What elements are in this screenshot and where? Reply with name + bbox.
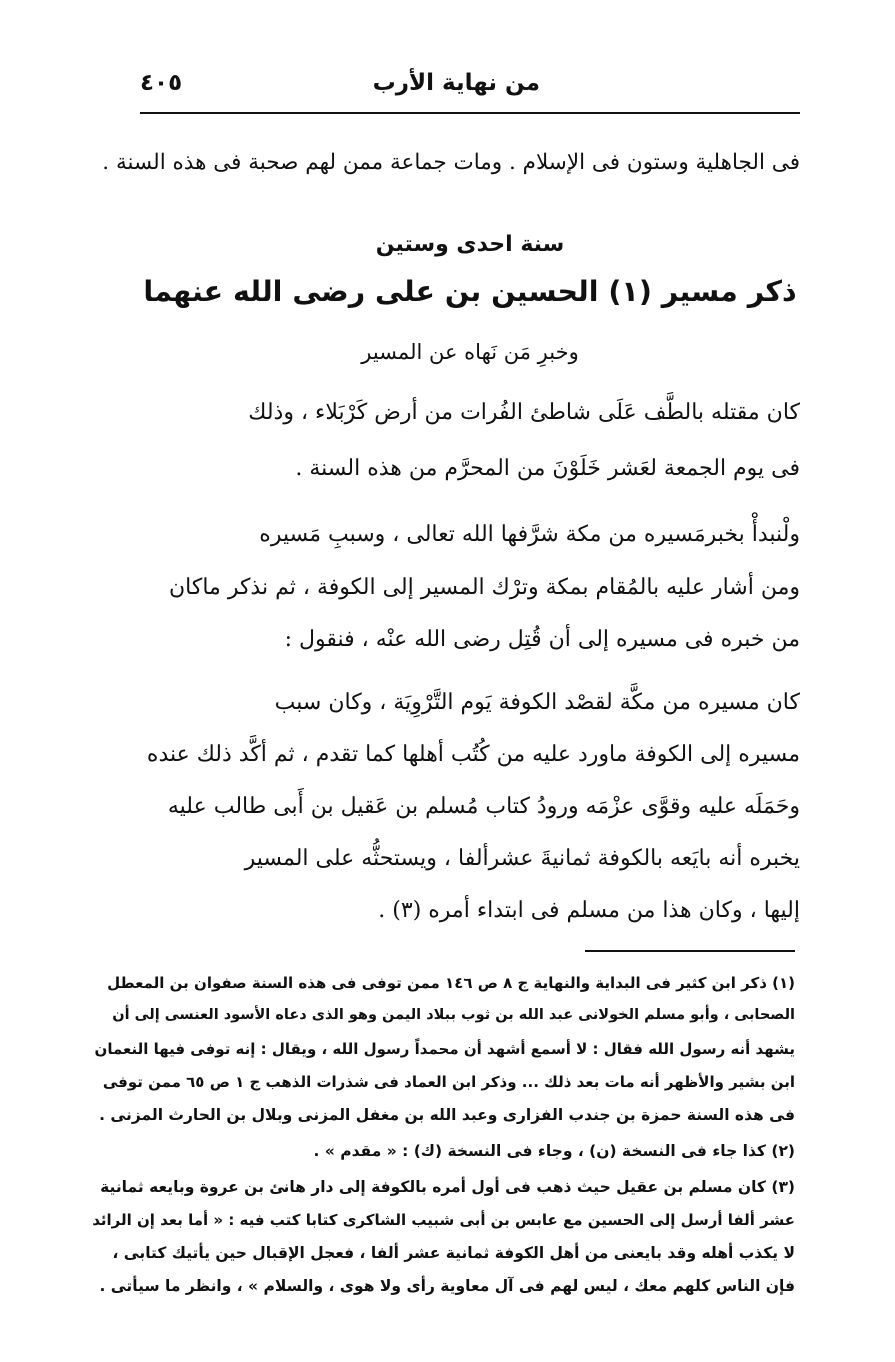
footnote-rule: [585, 950, 795, 952]
footnote-line: عشر ألفا أرسل إلى الحسين مع عابس بن أبى شبيب الشاكرى كتابا كتب فيه : « أما بعد إن الرائد: [92, 1211, 795, 1229]
paragraph-line: فى يوم الجمعة لعَشر خَلَوْنَ من المحرَّم من هذه السنة .: [295, 456, 800, 481]
footnote-line: فإن الناس كلهم معك ، ليس لهم فى آل معاوية رأى ولا هوى ، والسلام » ، وانظر ما سيأتى .: [99, 1277, 795, 1295]
running-title: من نهاية الأرب: [372, 70, 540, 96]
section-subtitle: وخبرِ مَن نَهاه عن المسير: [361, 340, 579, 364]
page-header: [140, 64, 800, 104]
page-number: ٤٠٥: [140, 70, 183, 96]
footnote-line: لا يكذب أهله وقد بايعنى من أهل الكوفة ثمانية عشر ألفا ، فعجل الإقبال حين يأتيك كتابى ،: [112, 1244, 795, 1262]
paragraph-line: كان مقتله بالطَّف عَلَى شاطئ الفُرات من أرض كَرْبَلاء ، وذلك: [248, 400, 800, 425]
paragraph-line: كان مسيره من مكَّة لقصْد الكوفة يَوم التَّرْوِيَة ، وكان سبب: [274, 690, 800, 715]
paragraph-line: وحَمَلَه عليه وقوَّى عزْمَه ورودُ كتاب مُسلم بن عَقيل بن أَبى طالب عليه: [167, 794, 800, 819]
paragraph-line: ولْنبدأْ بخبرمَسيره من مكة شرَّفها الله تعالى ، وسببِ مَسيره: [259, 522, 800, 547]
header-rule: [140, 112, 800, 114]
year-heading: سنة احدى وستين: [375, 232, 565, 257]
footnote-line: يشهد أنه رسول الله فقال : لا أسمع أشهد أن محمداً رسول الله ، ويقال : إنه توفى فيها النعمان: [94, 1040, 795, 1058]
paragraph-line: من خبره فى مسيره إلى أن قُتِل رضى الله عنْه ، فنقول :: [284, 627, 800, 652]
footnote-line: (٢) كذا جاء فى النسخة (ن) ، وجاء فى النسخة (ك) : « مقدم » .: [313, 1142, 795, 1160]
footnote-line: (١) ذكر ابن كثير فى البداية والنهاية ج ٨ ص ١٤٦ ممن توفى فى هذه السنة صفوان بن المعطل: [107, 974, 795, 992]
footnote-line: (٣) كان مسلم بن عقيل حيث ذهب فى أول أمره بالكوفة إلى دار هانئ بن عروة وبايعه ثمانية: [100, 1178, 795, 1196]
section-title: ذكر مسير (١) الحسين بن على رضى الله عنهما: [143, 275, 797, 308]
paragraph-line: يخبره أنه بايَعه بالكوفة ثمانيةَ عشرألفا ، ويستحثُّه على المسير: [244, 846, 800, 871]
footnote-line: فى هذه السنة حمزة بن جندب الفزارى وعبد الله بن مغفل المزنى وبلال بن الحارث المزنى .: [99, 1106, 795, 1124]
paragraph-line: إليها ، وكان هذا من مسلم فى ابتداء أمره (٣) .: [378, 898, 800, 923]
footnote-line: ابن بشير والأظهر أنه مات بعد ذلك ... وذكر ابن العماد فى شذرات الذهب ج ١ ص ٦٥ ممن توفى: [102, 1073, 795, 1091]
intro-line: فى الجاهلية وستون فى الإسلام . ومات جماعة ممن لهم صحبة فى هذه السنة .: [102, 150, 800, 175]
paragraph-line: ومن أشار عليه بالمُقام بمكة وترْك المسير إلى الكوفة ، ثم نذكر ماكان: [169, 575, 800, 600]
footnote-line: الصحابى ، وأبو مسلم الخولانى عبد الله بن ثوب ببلاد اليمن وهو الذى دعاه الأسود العنسى إلى أن: [112, 1007, 795, 1023]
paragraph-line: مسيره إلى الكوفة ماورد عليه من كُتُب أهلها كما تقدم ، ثم أكَّد ذلك عنده: [146, 742, 800, 767]
